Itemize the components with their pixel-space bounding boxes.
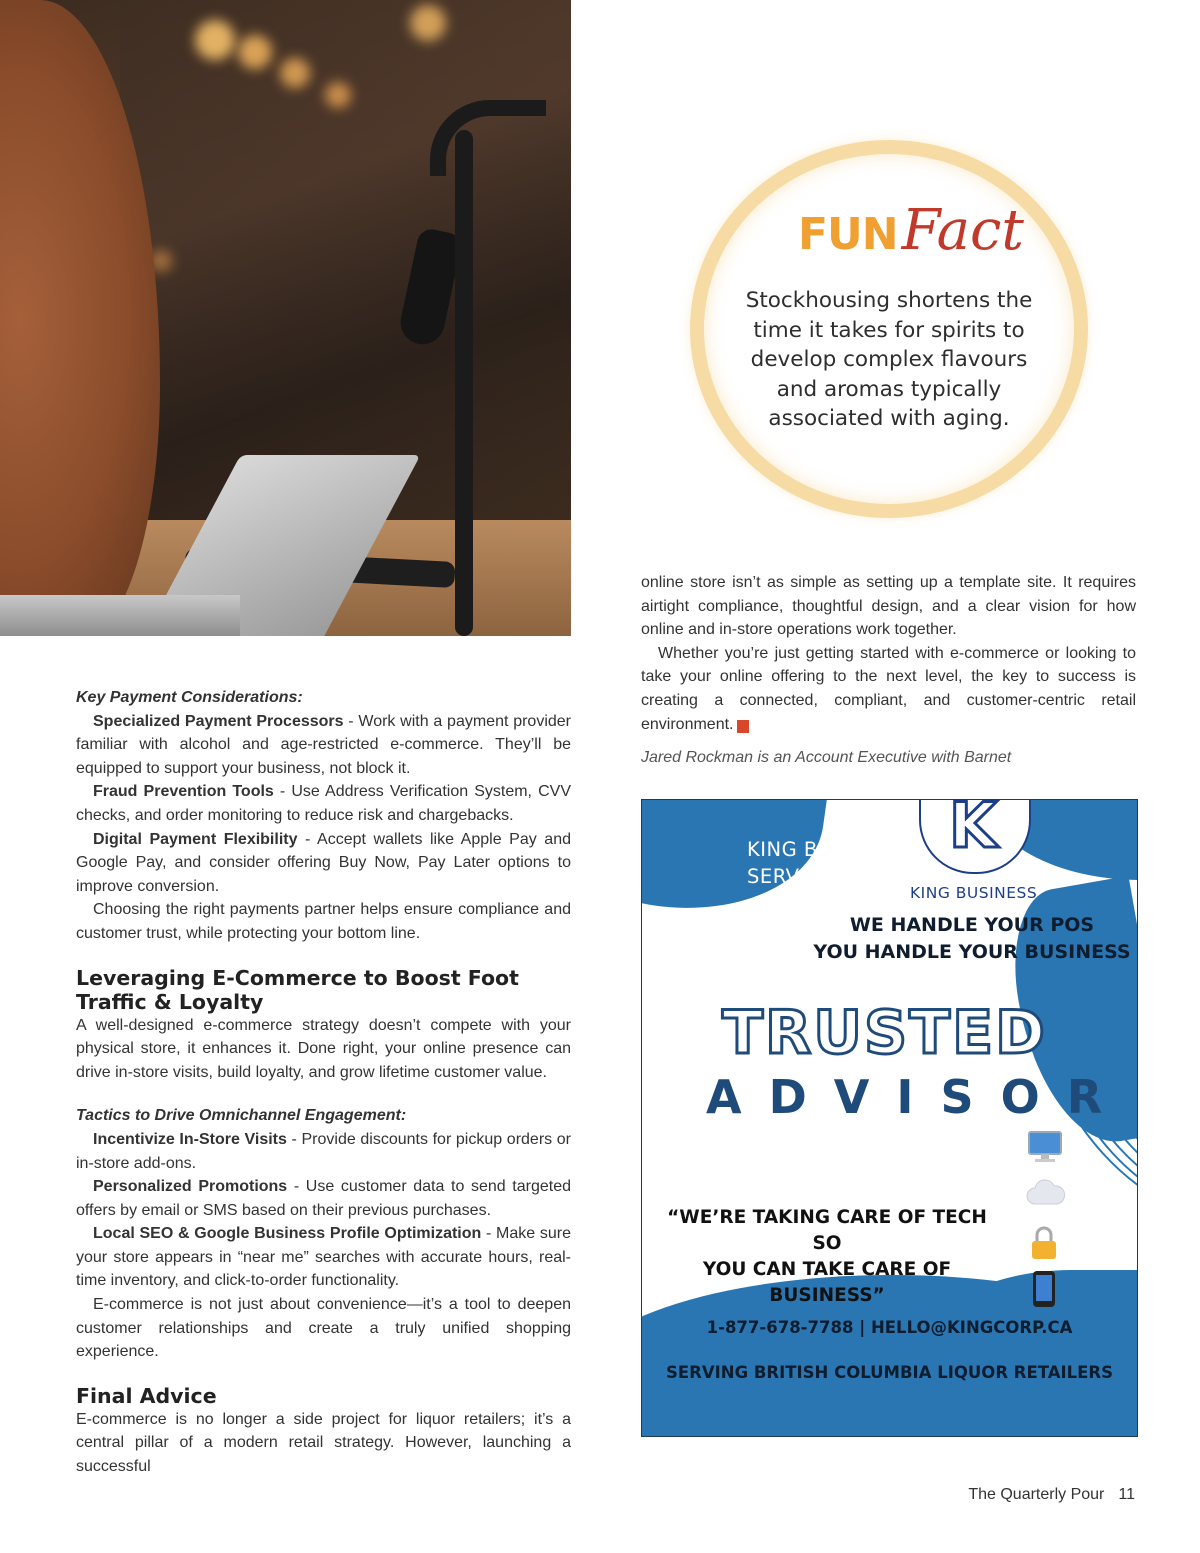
light-bokeh xyxy=(280,58,310,88)
item-lead: Local SEO & Google Business Profile Optimization xyxy=(93,1225,482,1243)
company-name-line1: KING BUSINESS xyxy=(747,838,906,861)
company-name-line2: SERVICES CORP. xyxy=(747,865,913,888)
fun-fact-title-fact: Fact xyxy=(901,198,1024,263)
tactics-summary: E-commerce is not just about convenience—it’s a tool to deepen customer relationships and create a truly unified shopping experience. xyxy=(76,1296,571,1361)
left-column xyxy=(76,686,571,1479)
end-mark-icon: P xyxy=(737,720,749,733)
item-text: - Accept wallets like Apple Pay and Google Pay, and consider offering Buy Now, Pay Later options to improve conversion. xyxy=(76,830,571,895)
light-bokeh xyxy=(325,82,351,108)
fun-fact-body: Stockhousing shortens the time it takes for spirits to develop complex flavours and aromas typically associated with aging. xyxy=(745,288,1033,431)
ad-quote xyxy=(652,1205,1002,1309)
list-item xyxy=(76,1222,571,1293)
logo-letter: K xyxy=(949,799,998,862)
fun-fact-callout xyxy=(690,140,1080,500)
light-bokeh xyxy=(410,5,446,41)
king-logo-icon xyxy=(919,799,1031,874)
logo-wordmark: KING BUSINESS xyxy=(910,884,1038,902)
company-name xyxy=(747,836,912,890)
lock-icon xyxy=(1029,1225,1059,1266)
section-body: A well-designed e-commerce strategy doesn’t compete with your physical store, it enhances it. Done right, your online presence can drive in-store visits, build loyalty, and grow lifetime customer value. xyxy=(76,1016,571,1081)
list-item xyxy=(76,828,571,899)
payment-summary: Choosing the right payments partner helps ensure compliance and customer trust, while protecting your bottom line. xyxy=(76,901,571,942)
page-footer xyxy=(968,1486,1135,1504)
tactics-heading: Tactics to Drive Omnichannel Engagement: xyxy=(76,1107,407,1125)
closing-paragraph xyxy=(641,642,1136,736)
item-text: - Make sure your store appears in “near me” searches with accurate hours, real-time inventory, and click-to-order functionality. xyxy=(76,1225,571,1290)
cloud-icon xyxy=(1025,1178,1065,1211)
list-item xyxy=(76,780,571,827)
king-business-advertisement[interactable] xyxy=(641,799,1138,1437)
continued-paragraph: online store isn’t as simple as setting up a template site. It requires airtight compliance, thoughtful design, and a clear vision for how online and in-store operations work together. xyxy=(641,574,1136,639)
section-heading: Leveraging E-Commerce to Boost Foot Traffic & Loyalty xyxy=(76,965,519,1014)
fun-fact-title xyxy=(798,198,1024,263)
item-lead: Incentivize In-Store Visits xyxy=(93,1130,287,1148)
ad-service-area: SERVING BRITISH COLUMBIA LIQUOR RETAILERS xyxy=(665,1363,1113,1382)
item-text: - Provide discounts for pickup orders or in-store add-ons. xyxy=(76,1130,571,1172)
item-text: - Use customer data to send targeted offers by email or SMS based on their previous purchases. xyxy=(76,1178,571,1219)
trusted-headline: TRUSTED xyxy=(722,998,1047,1068)
item-lead: Personalized Promotions xyxy=(93,1178,288,1196)
phone-icon xyxy=(1032,1270,1056,1313)
quote-line1: “WE’RE TAKING CARE OF TECH SO xyxy=(667,1207,987,1254)
list-item xyxy=(76,1175,571,1222)
light-bokeh xyxy=(238,35,272,69)
slogan-line1: WE HANDLE YOUR POS xyxy=(849,914,1095,936)
light-bokeh xyxy=(195,20,235,60)
ad-slogan xyxy=(812,912,1132,966)
item-text: - Use Address Verification System, CVV checks, and order monitoring to reduce risk and chargebacks. xyxy=(76,783,572,824)
lamp-stand xyxy=(455,130,473,636)
list-item xyxy=(76,1128,571,1175)
advisor-headline: ADVISOR xyxy=(706,1070,1130,1124)
list-item xyxy=(76,710,571,781)
quote-line2: YOU CAN TAKE CARE OF BUSINESS” xyxy=(702,1259,952,1306)
page-number: 11 xyxy=(1118,1486,1135,1503)
laptop-keyboard xyxy=(0,595,240,636)
key-payment-heading: Key Payment Considerations: xyxy=(76,689,303,706)
monitor-icon xyxy=(1027,1130,1063,1169)
publication-name: The Quarterly Pour xyxy=(968,1486,1105,1503)
closing-text: Whether you’re just getting started with e-commerce or looking to take your online offering to the next level, the key to success is creating a connected, compliant, and customer-centric retail environment. xyxy=(641,644,1136,733)
item-lead: Digital Payment Flexibility xyxy=(93,830,298,848)
item-lead: Specialized Payment Processors xyxy=(93,712,344,730)
item-text: - Work with a payment provider familiar with alcohol and age-restricted e-commerce. They’ll be equipped to support your business, not block it. xyxy=(76,712,571,777)
item-lead: Fraud Prevention Tools xyxy=(93,783,274,801)
final-advice-body: E-commerce is no longer a side project for liquor retailers; it’s a central pillar of a modern retail strategy. However, launching a successful xyxy=(76,1410,571,1476)
ad-contact-info[interactable]: 1-877-678-7788 | HELLO@KINGCORP.CA xyxy=(706,1318,1073,1337)
fun-fact-title-fun: FUN xyxy=(798,209,898,260)
hero-photo xyxy=(0,0,571,636)
right-column xyxy=(641,571,1136,770)
final-advice-heading: Final Advice xyxy=(76,1383,217,1408)
slogan-line2: YOU HANDLE YOUR BUSINESS xyxy=(813,941,1131,963)
author-byline: Jared Rockman is an Account Executive with Barnet xyxy=(641,749,1012,767)
